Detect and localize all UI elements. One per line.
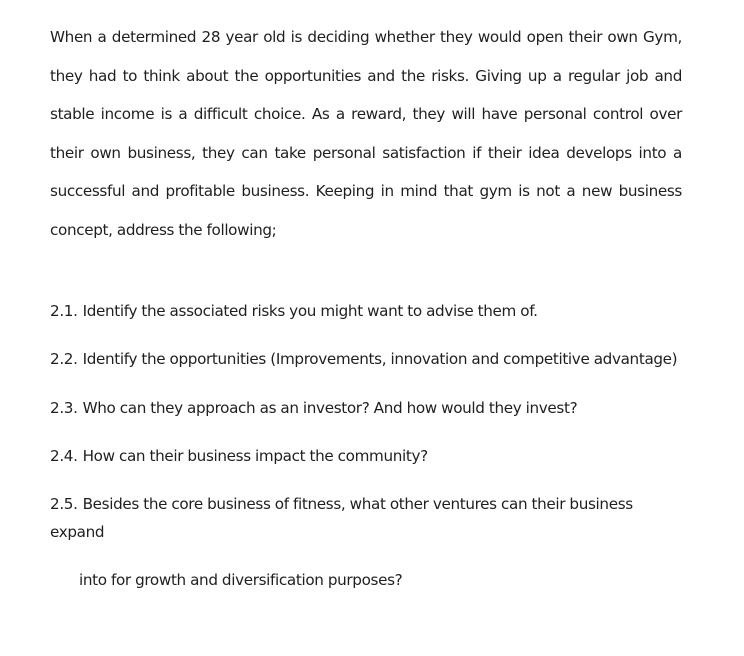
question-list (50, 297, 690, 594)
question-number: 2.1. (50, 302, 78, 320)
question-text: Besides the core business of fitness, what other ventures can their business expand (50, 495, 633, 542)
question-text: Identify the associated risks you might want to advise them of. (82, 302, 538, 320)
question-item (50, 490, 690, 594)
question-text-continuation: into for growth and diversification purposes? (79, 571, 403, 590)
question-item (50, 394, 690, 442)
question-item (50, 345, 690, 393)
intro-paragraph: When a determined 28 year old is deciding whether they would open their own Gym, they had to think about the opportunities and the risks. Giving up a regular job and stable income is a difficult choice. As a reward, they will have personal control over their own business, they can take personal satisfaction if their idea develops into a successful and profitable business. Keeping in mind that gym is not a new business concept, address the following; (50, 28, 682, 239)
question-text: Who can they approach as an investor? And how would they invest? (82, 398, 578, 417)
question-number: 2.5. (50, 495, 78, 514)
question-number: 2.4. (50, 446, 78, 465)
question-text: Identify the opportunities (Improvements, innovation and competitive advantage) (82, 350, 678, 369)
question-number: 2.2. (50, 350, 78, 369)
question-item (50, 442, 690, 490)
question-number: 2.3. (50, 398, 78, 417)
question-item (50, 297, 690, 345)
question-text: How can their business impact the community? (82, 446, 428, 465)
